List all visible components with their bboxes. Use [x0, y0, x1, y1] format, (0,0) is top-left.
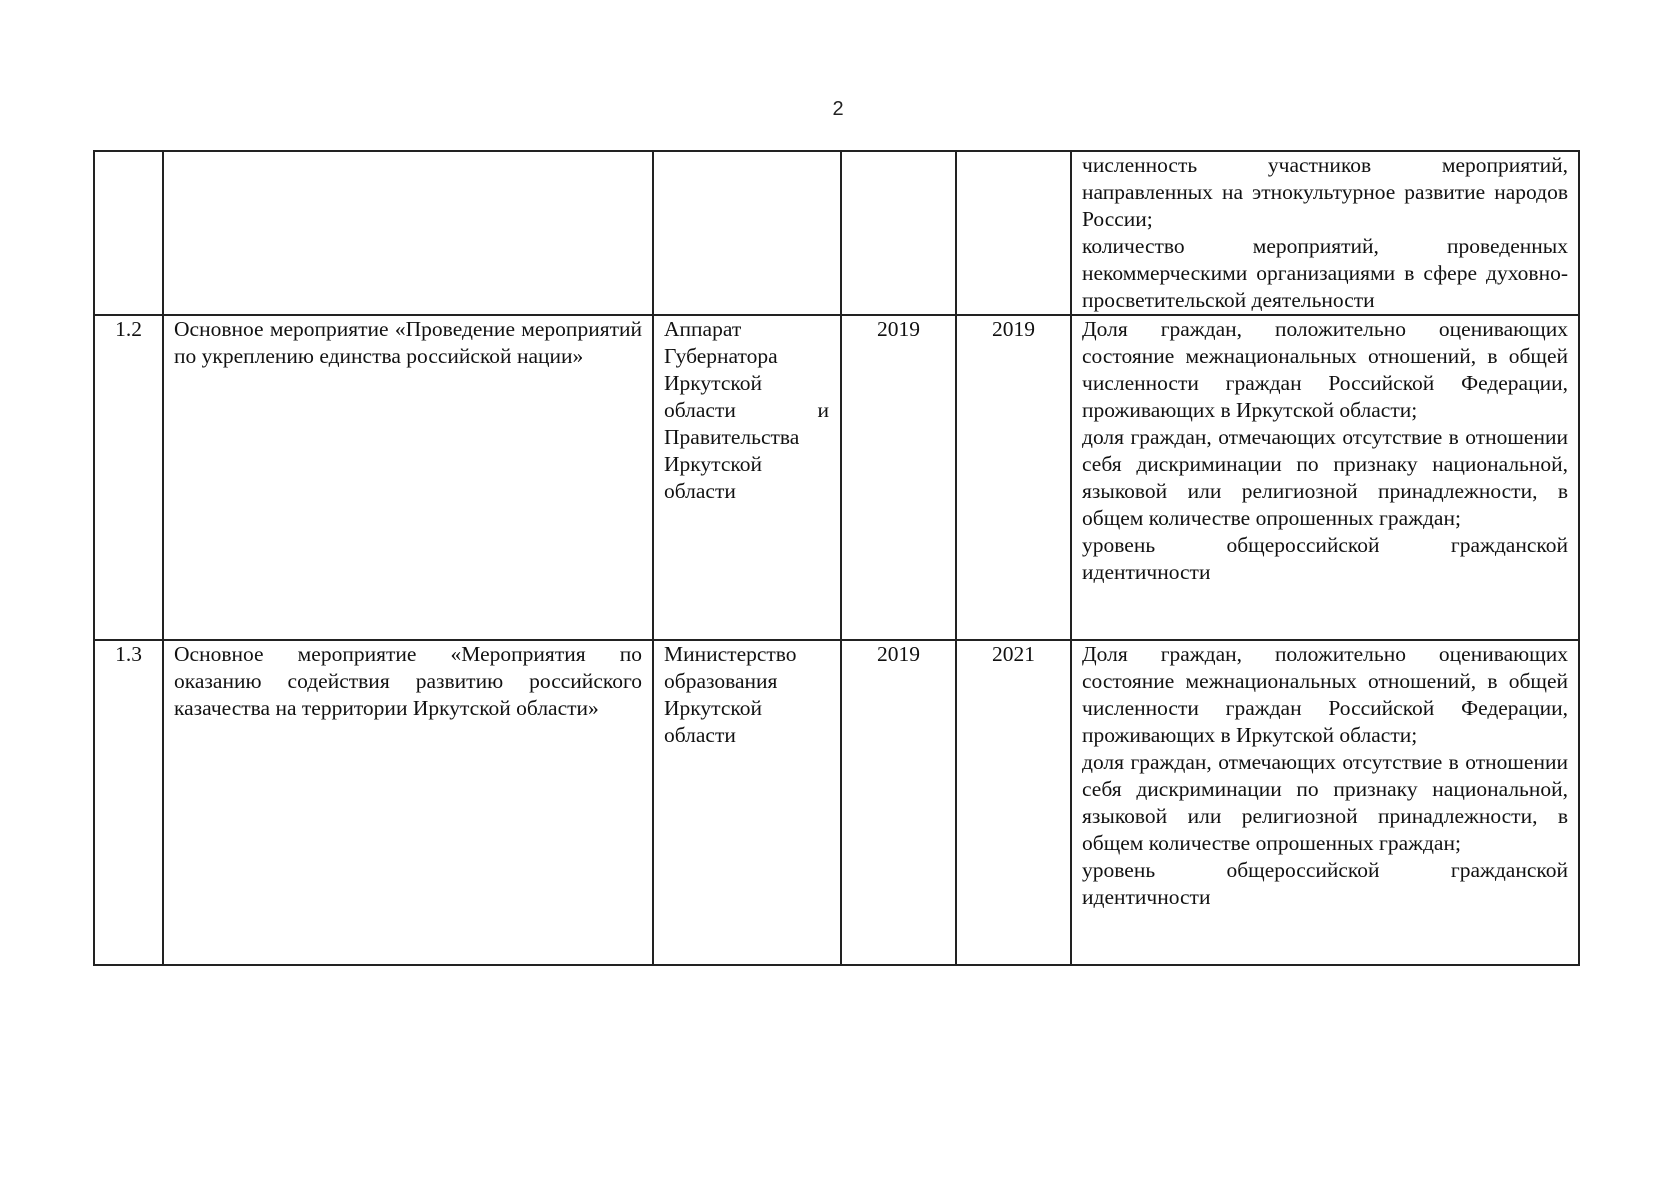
- event-cell: [163, 151, 653, 315]
- year-end-cell: 2019: [956, 315, 1071, 640]
- table-row: [94, 151, 1579, 315]
- row-number-cell: 1.2: [94, 315, 163, 640]
- year-start-cell: 2019: [841, 315, 956, 640]
- row-number-cell: 1.3: [94, 640, 163, 965]
- indicator-text: доля граждан, отмечающих отсутствие в отношении себя дискриминации по признаку национальной, языковой или религиозной принадлежности, в общем количестве опрошенных граждан;: [1082, 425, 1568, 530]
- page-number: 2: [832, 98, 844, 120]
- row-number-cell: [94, 151, 163, 315]
- responsible-text: Аппарат Губернатора Иркутской области и Правительства Иркутской области: [664, 317, 829, 503]
- indicator-text: Доля граждан, положительно оценивающих состояние межнациональных отношений, в общей численности граждан Российской Федерации, проживающих в Иркутской области;: [1082, 642, 1568, 747]
- table-row: [94, 315, 1579, 640]
- year-start-cell: 2019: [841, 640, 956, 965]
- indicator-text: количество мероприятий, проведенных некоммерческими организациями в сфере духовно-просветительской деятельности: [1082, 234, 1568, 312]
- responsible-cell: [653, 315, 841, 640]
- table-row: [94, 640, 1579, 965]
- event-cell: Основное мероприятие «Проведение мероприятий по укреплению единства российской нации»: [163, 315, 653, 640]
- program-table: [93, 150, 1580, 966]
- responsible-cell: [653, 151, 841, 315]
- indicator-text: доля граждан, отмечающих отсутствие в отношении себя дискриминации по признаку национальной, языковой или религиозной принадлежности, в общем количестве опрошенных граждан;: [1082, 750, 1568, 855]
- indicators-cell: [1071, 151, 1579, 315]
- indicator-text: уровень общероссийской гражданской идентичности: [1082, 533, 1568, 584]
- indicator-text: уровень общероссийской гражданской идентичности: [1082, 858, 1568, 909]
- year-start-cell: [841, 151, 956, 315]
- event-cell: Основное мероприятие «Мероприятия по оказанию содействия развитию российского казачества на территории Иркутской области»: [163, 640, 653, 965]
- indicators-cell: [1071, 640, 1579, 965]
- indicator-text: численность участников мероприятий, направленных на этнокультурное развитие народов России;: [1082, 153, 1568, 231]
- year-end-cell: [956, 151, 1071, 315]
- responsible-cell: [653, 640, 841, 965]
- indicator-text: Доля граждан, положительно оценивающих состояние межнациональных отношений, в общей численности граждан Российской Федерации, проживающих в Иркутской области;: [1082, 317, 1568, 422]
- year-end-cell: 2021: [956, 640, 1071, 965]
- indicators-cell: [1071, 315, 1579, 640]
- responsible-text: Министерство образования Иркутской области: [664, 642, 797, 747]
